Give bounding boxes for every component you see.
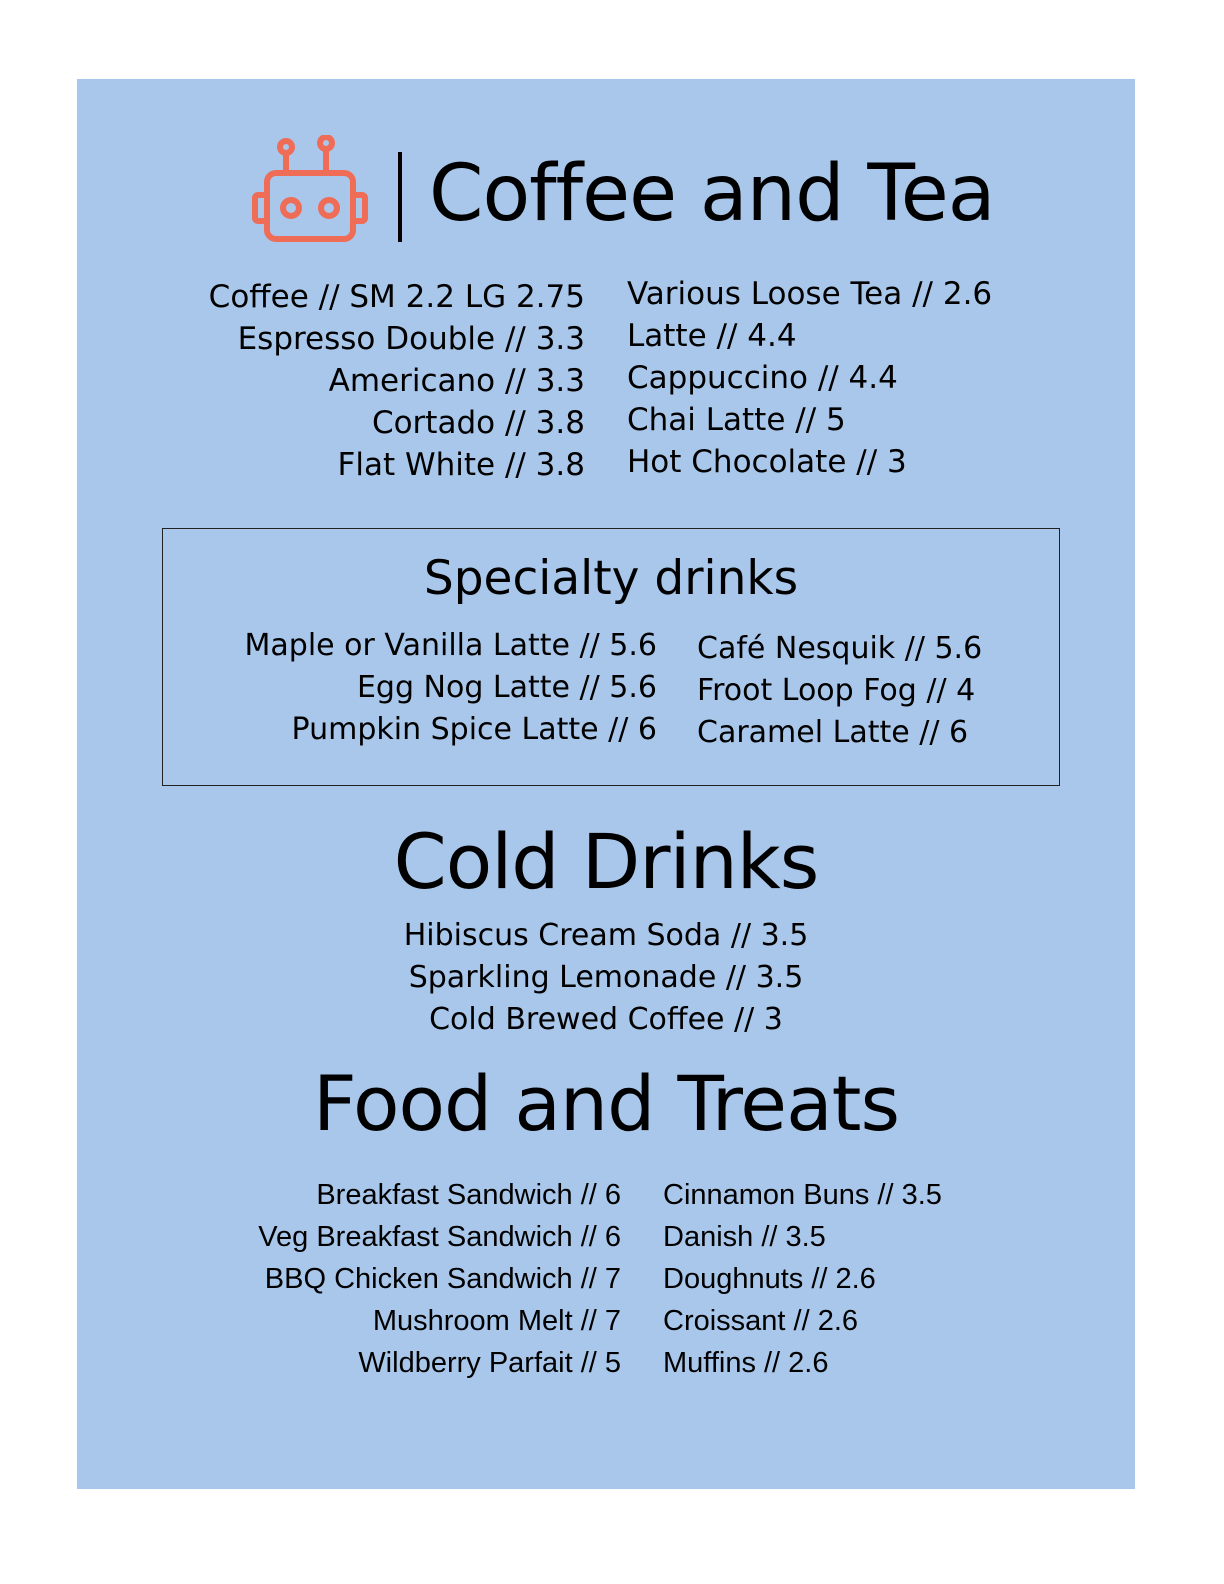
menu-item: Coffee // SM 2.2 LG 2.75 xyxy=(208,279,585,315)
coffee-tea-list-left xyxy=(77,276,585,486)
menu-panel xyxy=(77,79,1135,1489)
food-list-right xyxy=(663,1174,1123,1384)
specialty-list-left xyxy=(163,625,657,751)
menu-item: Froot Loop Fog // 4 xyxy=(697,673,976,708)
menu-item: Wildberry Parfait // 5 xyxy=(358,1347,621,1379)
menu-item: Americano // 3.3 xyxy=(328,363,585,399)
cold-drinks-heading: Cold Drinks xyxy=(393,817,819,906)
menu-item: Muffins // 2.6 xyxy=(663,1347,829,1379)
coffee-tea-list-right xyxy=(627,273,1107,483)
menu-item: Latte // 4.4 xyxy=(627,318,797,354)
menu-item: Cortado // 3.8 xyxy=(371,405,585,441)
menu-item: Croissant // 2.6 xyxy=(663,1305,859,1337)
menu-item: Sparkling Lemonade // 3.5 xyxy=(408,960,804,995)
food-list-left xyxy=(77,1174,621,1384)
menu-item: Mushroom Melt // 7 xyxy=(372,1305,621,1337)
menu-item: Veg Breakfast Sandwich // 6 xyxy=(258,1221,621,1253)
page-title: Coffee and Tea xyxy=(429,149,995,239)
specialty-list-right xyxy=(697,628,1057,754)
menu-item: Café Nesquik // 5.6 xyxy=(697,631,983,666)
specialty-drinks-heading: Specialty drinks xyxy=(423,551,799,606)
menu-item: Various Loose Tea // 2.6 xyxy=(627,276,993,312)
menu-item: Doughnuts // 2.6 xyxy=(663,1263,876,1295)
menu-item: Breakfast Sandwich // 6 xyxy=(316,1179,621,1211)
menu-item: Hot Chocolate // 3 xyxy=(627,444,907,480)
menu-item: Danish // 3.5 xyxy=(663,1221,826,1253)
menu-item: Hibiscus Cream Soda // 3.5 xyxy=(403,918,809,953)
menu-item: Cinnamon Buns // 3.5 xyxy=(663,1179,942,1211)
menu-item: Caramel Latte // 6 xyxy=(697,715,969,750)
food-treats-heading: Food and Treats xyxy=(312,1059,900,1148)
header-divider xyxy=(398,152,402,242)
menu-item: Pumpkin Spice Latte // 6 xyxy=(291,712,657,747)
menu-item: Flat White // 3.8 xyxy=(337,447,585,483)
menu-item: Espresso Double // 3.3 xyxy=(237,321,585,357)
menu-item: Chai Latte // 5 xyxy=(627,402,846,438)
menu-item: BBQ Chicken Sandwich // 7 xyxy=(264,1263,621,1295)
specialty-drinks-box xyxy=(162,528,1060,786)
menu-item: Maple or Vanilla Latte // 5.6 xyxy=(244,628,657,663)
robot-head-icon xyxy=(251,135,371,245)
menu-item: Cold Brewed Coffee // 3 xyxy=(429,1002,783,1037)
cold-drinks-list xyxy=(77,915,1135,1041)
menu-item: Egg Nog Latte // 5.6 xyxy=(356,670,657,705)
menu-item: Cappuccino // 4.4 xyxy=(627,360,898,396)
